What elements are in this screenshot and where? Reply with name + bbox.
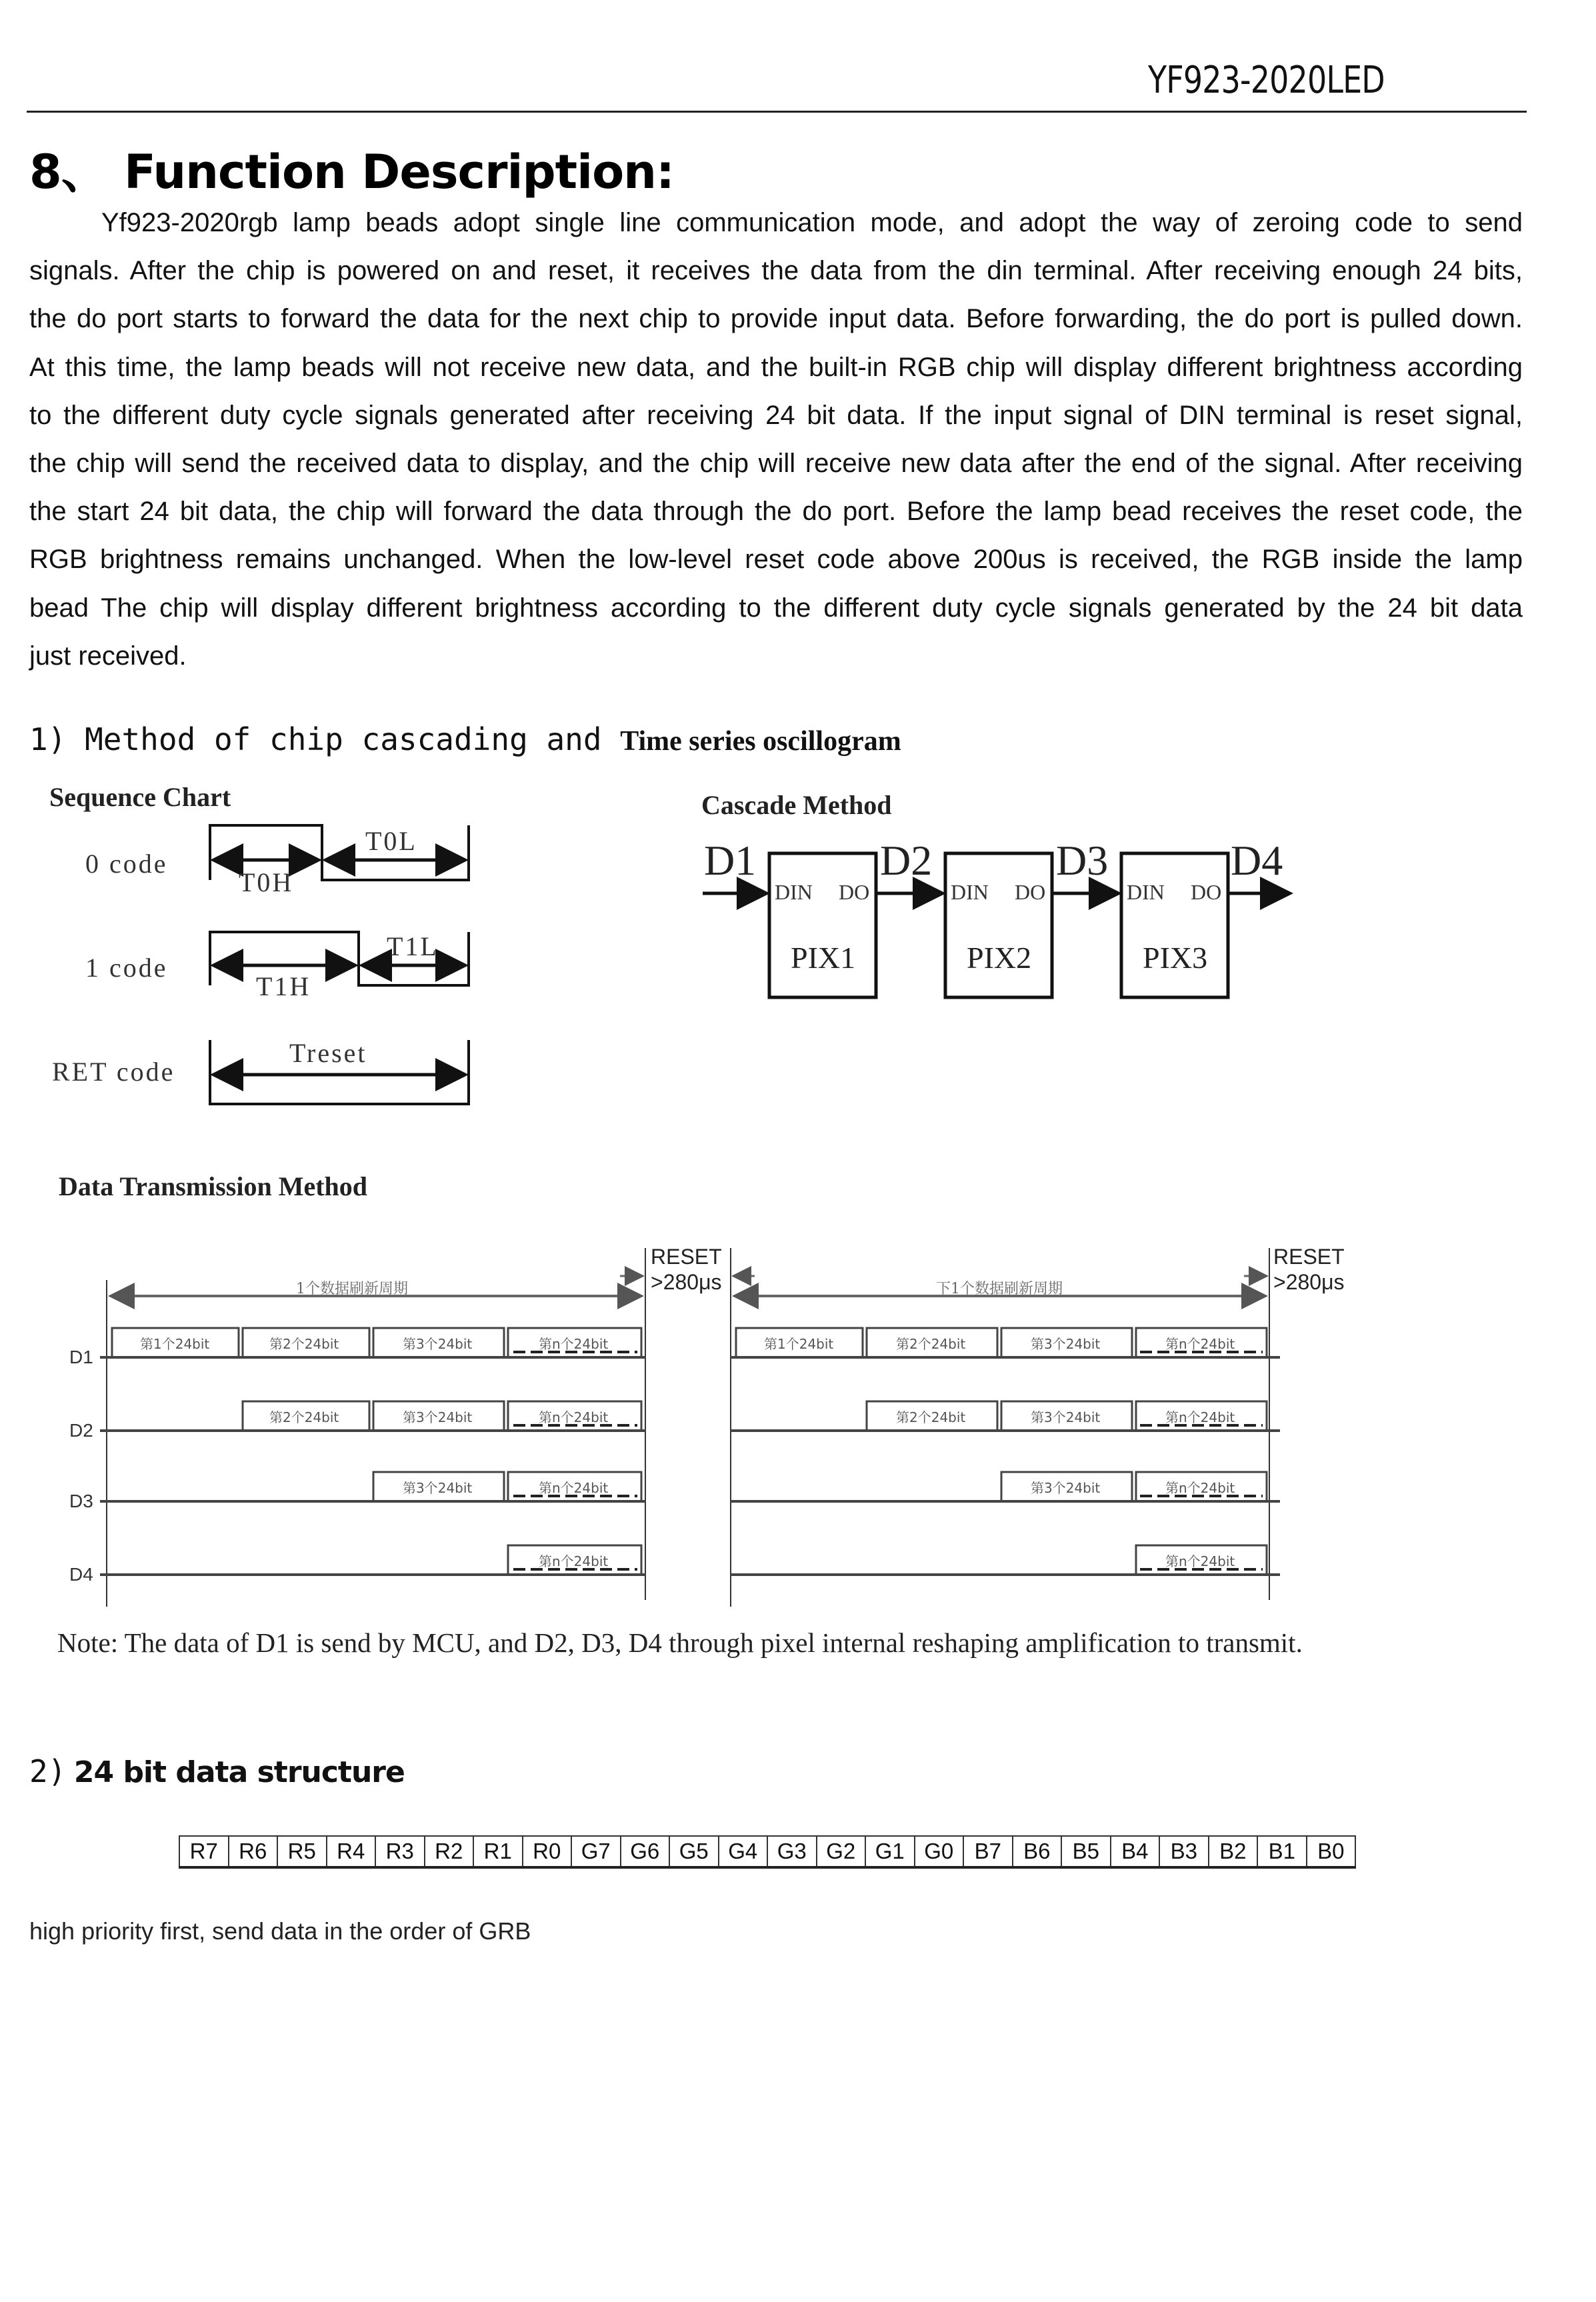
t0l-label: T0L	[365, 826, 417, 856]
pix3-label: PIX3	[1143, 941, 1208, 975]
bit-cell: G4	[719, 1836, 768, 1867]
section-number: 8、	[29, 145, 107, 199]
zero-code-label: 0 code	[85, 849, 168, 879]
bit-cell: R4	[327, 1836, 376, 1867]
sequence-chart-title: Sequence Chart	[49, 782, 231, 812]
bit-row	[179, 1836, 1355, 1867]
bit-cell: B6	[1013, 1836, 1062, 1867]
bit-cell: R3	[375, 1836, 425, 1867]
bit-cell: R6	[229, 1836, 278, 1867]
reset-marker-1	[651, 1244, 722, 1295]
t1h-label: T1H	[256, 971, 311, 1001]
paragraph-line: RGB brightness remains unchanged. When the low-level reset code above 200us is received, the RGB inside the lamp	[29, 545, 1523, 575]
bit-cell: G6	[621, 1836, 670, 1867]
frame-label: 第3个24bit	[1031, 1480, 1101, 1496]
bit-cell: G5	[669, 1836, 719, 1867]
bit-cell: R7	[179, 1836, 229, 1867]
frame-label: 第n个24bit	[539, 1336, 609, 1352]
bit-cell: B4	[1111, 1836, 1160, 1867]
paragraph-line: the chip will send the received data to display, and the chip will receive new data after the end of the signal. After receiving	[29, 448, 1523, 478]
frame-label: 第n个24bit	[539, 1409, 609, 1425]
subsection-1-number: 1)	[29, 721, 67, 757]
transmission-timing-diagram	[53, 1240, 1360, 1613]
header-divider	[27, 111, 1527, 113]
cascade-node-d4: D4	[1231, 837, 1283, 884]
paragraph-line: the do port starts to forward the data for the next chip to provide input data. Before forwarding, the do port is pulled down.	[29, 304, 1523, 334]
function-description-paragraph	[29, 199, 1523, 680]
pix2-label: PIX2	[967, 941, 1032, 975]
one-code-label: 1 code	[85, 953, 168, 983]
bit-cell: B5	[1061, 1836, 1111, 1867]
reset-label: RESET	[651, 1245, 722, 1269]
treset-label: Treset	[289, 1038, 367, 1068]
subsection-2-heading	[29, 1753, 405, 1789]
frame-label: 第n个24bit	[539, 1480, 609, 1496]
bit-cell: B2	[1209, 1836, 1258, 1867]
pix3-din-label: DIN	[1127, 880, 1165, 904]
subsection-1-title-part1: Method of chip cascading and	[85, 721, 602, 757]
frame-label: 第1个24bit	[764, 1336, 834, 1352]
bit-cell: G2	[817, 1836, 866, 1867]
subsection-1-title-part2: Time series oscillogram	[620, 726, 901, 757]
paragraph-line: to the different duty cycle signals generated after receiving 24 bit data. If the input signal of DIN terminal is reset signal,	[29, 400, 1523, 430]
paragraph-line: the start 24 bit data, the chip will forward the data through the do port. Before the lamp bead receives the reset code, the	[29, 497, 1523, 527]
frame-label: 第2个24bit	[896, 1336, 966, 1352]
bit-cell: R0	[523, 1836, 572, 1867]
line-label-d1: D1	[69, 1347, 93, 1367]
document-title: YF923-2020LED	[1148, 59, 1385, 102]
frame-label: 第3个24bit	[403, 1409, 473, 1425]
bit-cell: B1	[1257, 1836, 1307, 1867]
frame-label: 第3个24bit	[1031, 1336, 1101, 1352]
bit-cell: B7	[963, 1836, 1013, 1867]
cascade-method-title: Cascade Method	[701, 790, 892, 820]
reset-time: >280μs	[1273, 1270, 1345, 1294]
reset-label: RESET	[1273, 1245, 1345, 1269]
section-title: Function Description:	[124, 145, 674, 199]
frame-label: 第3个24bit	[1031, 1409, 1101, 1425]
t1l-label: T1L	[387, 931, 439, 961]
reset-code-label: RET code	[52, 1057, 175, 1087]
bit-cell: G0	[915, 1836, 964, 1867]
subsection-2-title: 24 bit data structure	[73, 1755, 405, 1789]
frame-label: 第n个24bit	[1165, 1409, 1235, 1425]
line-label-d2: D2	[69, 1420, 93, 1441]
frame-label: 第n个24bit	[1165, 1480, 1235, 1496]
frame-label: 第3个24bit	[403, 1480, 473, 1496]
bit-cell: B3	[1159, 1836, 1209, 1867]
bit-structure-table	[179, 1835, 1356, 1869]
frame-label: 第2个24bit	[896, 1409, 966, 1425]
cascade-node-d3: D3	[1056, 837, 1109, 884]
frame-label: 第1个24bit	[140, 1336, 210, 1352]
bit-cell: G3	[767, 1836, 817, 1867]
cascade-diagram	[700, 840, 1300, 1013]
line-label-d3: D3	[69, 1491, 93, 1511]
frame-label: 第2个24bit	[269, 1336, 339, 1352]
subsection-2-number: 2)	[29, 1753, 67, 1789]
subsection-1-heading	[29, 721, 901, 757]
paragraph-line: Yf923-2020rgb lamp beads adopt single line communication mode, and adopt the way of zeroing code to send	[101, 208, 1523, 237]
pix2-din-label: DIN	[951, 880, 989, 904]
reset-marker-2	[1273, 1244, 1345, 1295]
refresh-period-1-label: 1个数据刷新周期	[296, 1281, 408, 1297]
cascade-node-d2: D2	[880, 837, 933, 884]
reset-time: >280μs	[651, 1270, 722, 1294]
frame-label: 第3个24bit	[403, 1336, 473, 1352]
transmission-note: Note: The data of D1 is send by MCU, and D2, D3, D4 through pixel internal reshaping amplification to transmit.	[57, 1627, 1303, 1658]
data-transmission-title: Data Transmission Method	[59, 1171, 368, 1201]
frame-label: 第n个24bit	[1165, 1553, 1235, 1569]
bit-cell: R2	[425, 1836, 474, 1867]
pix1-din-label: DIN	[775, 880, 813, 904]
frame-label: 第n个24bit	[539, 1553, 609, 1569]
t0h-label: T0H	[239, 867, 294, 897]
pix3-do-label: DO	[1191, 880, 1222, 904]
refresh-period-2-label: 下1个数据刷新周期	[936, 1281, 1063, 1297]
paragraph-line: signals. After the chip is powered on and reset, it receives the data from the din terminal. After receiving enough 24 bits,	[29, 256, 1523, 286]
bit-cell: G1	[865, 1836, 915, 1867]
bit-cell: G7	[571, 1836, 621, 1867]
paragraph-line: At this time, the lamp beads will not receive new data, and the built-in RGB chip will display different brightness according	[29, 352, 1523, 382]
pix2-do-label: DO	[1015, 880, 1046, 904]
section-heading	[29, 135, 674, 202]
line-label-d4: D4	[69, 1564, 93, 1585]
frame-label: 第n个24bit	[1165, 1336, 1235, 1352]
frame-label: 第2个24bit	[269, 1409, 339, 1425]
pix1-do-label: DO	[839, 880, 870, 904]
bit-order-note: high priority first, send data in the order of GRB	[29, 1917, 531, 1945]
cascade-node-d1: D1	[704, 837, 757, 884]
bit-cell: R5	[277, 1836, 327, 1867]
paragraph-line: just received.	[29, 641, 187, 671]
bit-cell: B0	[1307, 1836, 1356, 1867]
paragraph-line: bead The chip will display different brightness according to the different duty cycle signals generated by the 24 bit data	[29, 593, 1523, 623]
bit-cell: R1	[473, 1836, 523, 1867]
pix1-label: PIX1	[791, 941, 856, 975]
